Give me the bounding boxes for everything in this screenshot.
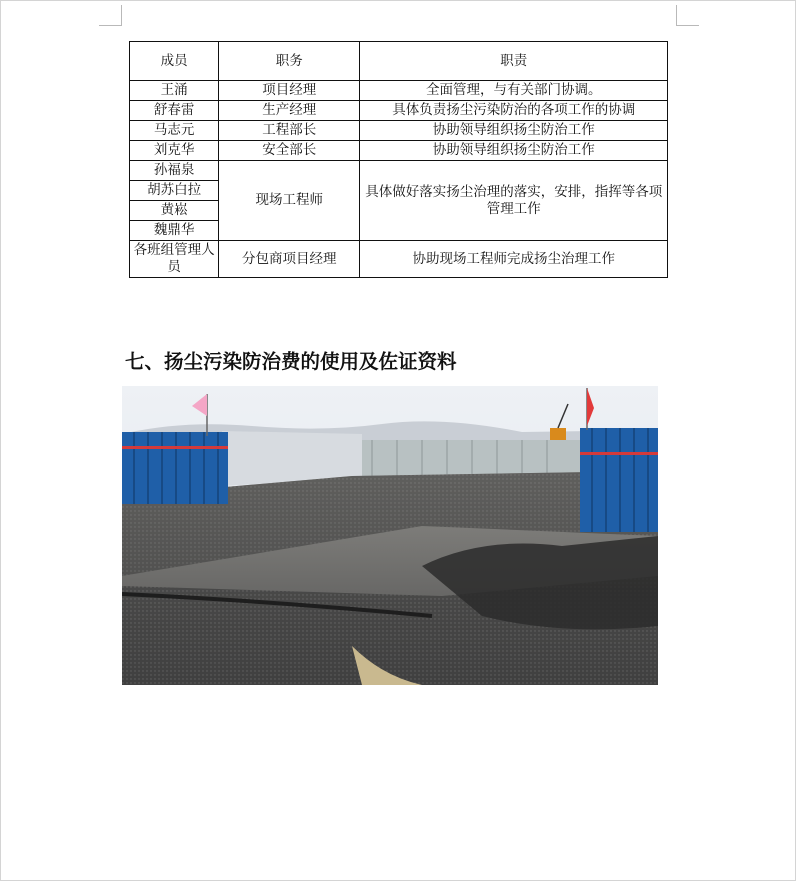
table-row xyxy=(130,141,668,161)
dust-net-photo-image xyxy=(122,386,658,685)
member-cell: 舒春雷 xyxy=(130,101,219,121)
engineer-duty-cell: 具体做好落实扬尘治理的落实，安排，指挥等各项管理工作 xyxy=(360,161,668,241)
table-row xyxy=(130,241,668,278)
duty-cell: 协助领导组织扬尘防治工作 xyxy=(360,121,668,141)
duty-cell: 全面管理，与有关部门协调。 xyxy=(360,81,668,101)
table-row xyxy=(130,81,668,101)
position-cell: 生产经理 xyxy=(219,101,360,121)
member-cell: 马志元 xyxy=(130,121,219,141)
member-cell: 魏鼎华 xyxy=(130,221,219,241)
header-position: 职务 xyxy=(219,42,360,81)
dust-control-members-table xyxy=(129,41,668,278)
member-cell: 胡苏白拉 xyxy=(130,181,219,201)
member-cell: 各班组管理人员 xyxy=(130,241,219,278)
position-cell: 安全部长 xyxy=(219,141,360,161)
margin-corner-top-left xyxy=(99,5,122,26)
position-cell: 分包商项目经理 xyxy=(219,241,360,278)
table-row xyxy=(130,161,668,181)
duty-cell: 协助领导组织扬尘防治工作 xyxy=(360,141,668,161)
position-cell: 项目经理 xyxy=(219,81,360,101)
duty-cell: 协助现场工程师完成扬尘治理工作 xyxy=(360,241,668,278)
header-member: 成员 xyxy=(130,42,219,81)
member-cell: 孙福泉 xyxy=(130,161,219,181)
site-photo xyxy=(122,386,658,685)
member-cell: 黄崧 xyxy=(130,201,219,221)
table-row xyxy=(130,121,668,141)
margin-corner-top-right xyxy=(676,5,699,26)
position-cell: 工程部长 xyxy=(219,121,360,141)
member-cell: 王涌 xyxy=(130,81,219,101)
table-row xyxy=(130,101,668,121)
table-header-row xyxy=(130,42,668,81)
engineer-position-cell: 现场工程师 xyxy=(219,161,360,241)
member-cell: 刘克华 xyxy=(130,141,219,161)
header-duty: 职责 xyxy=(360,42,668,81)
duty-cell: 具体负责扬尘污染防治的各项工作的协调 xyxy=(360,101,668,121)
section-heading: 七、扬尘污染防治费的使用及佐证资料 xyxy=(125,350,457,373)
